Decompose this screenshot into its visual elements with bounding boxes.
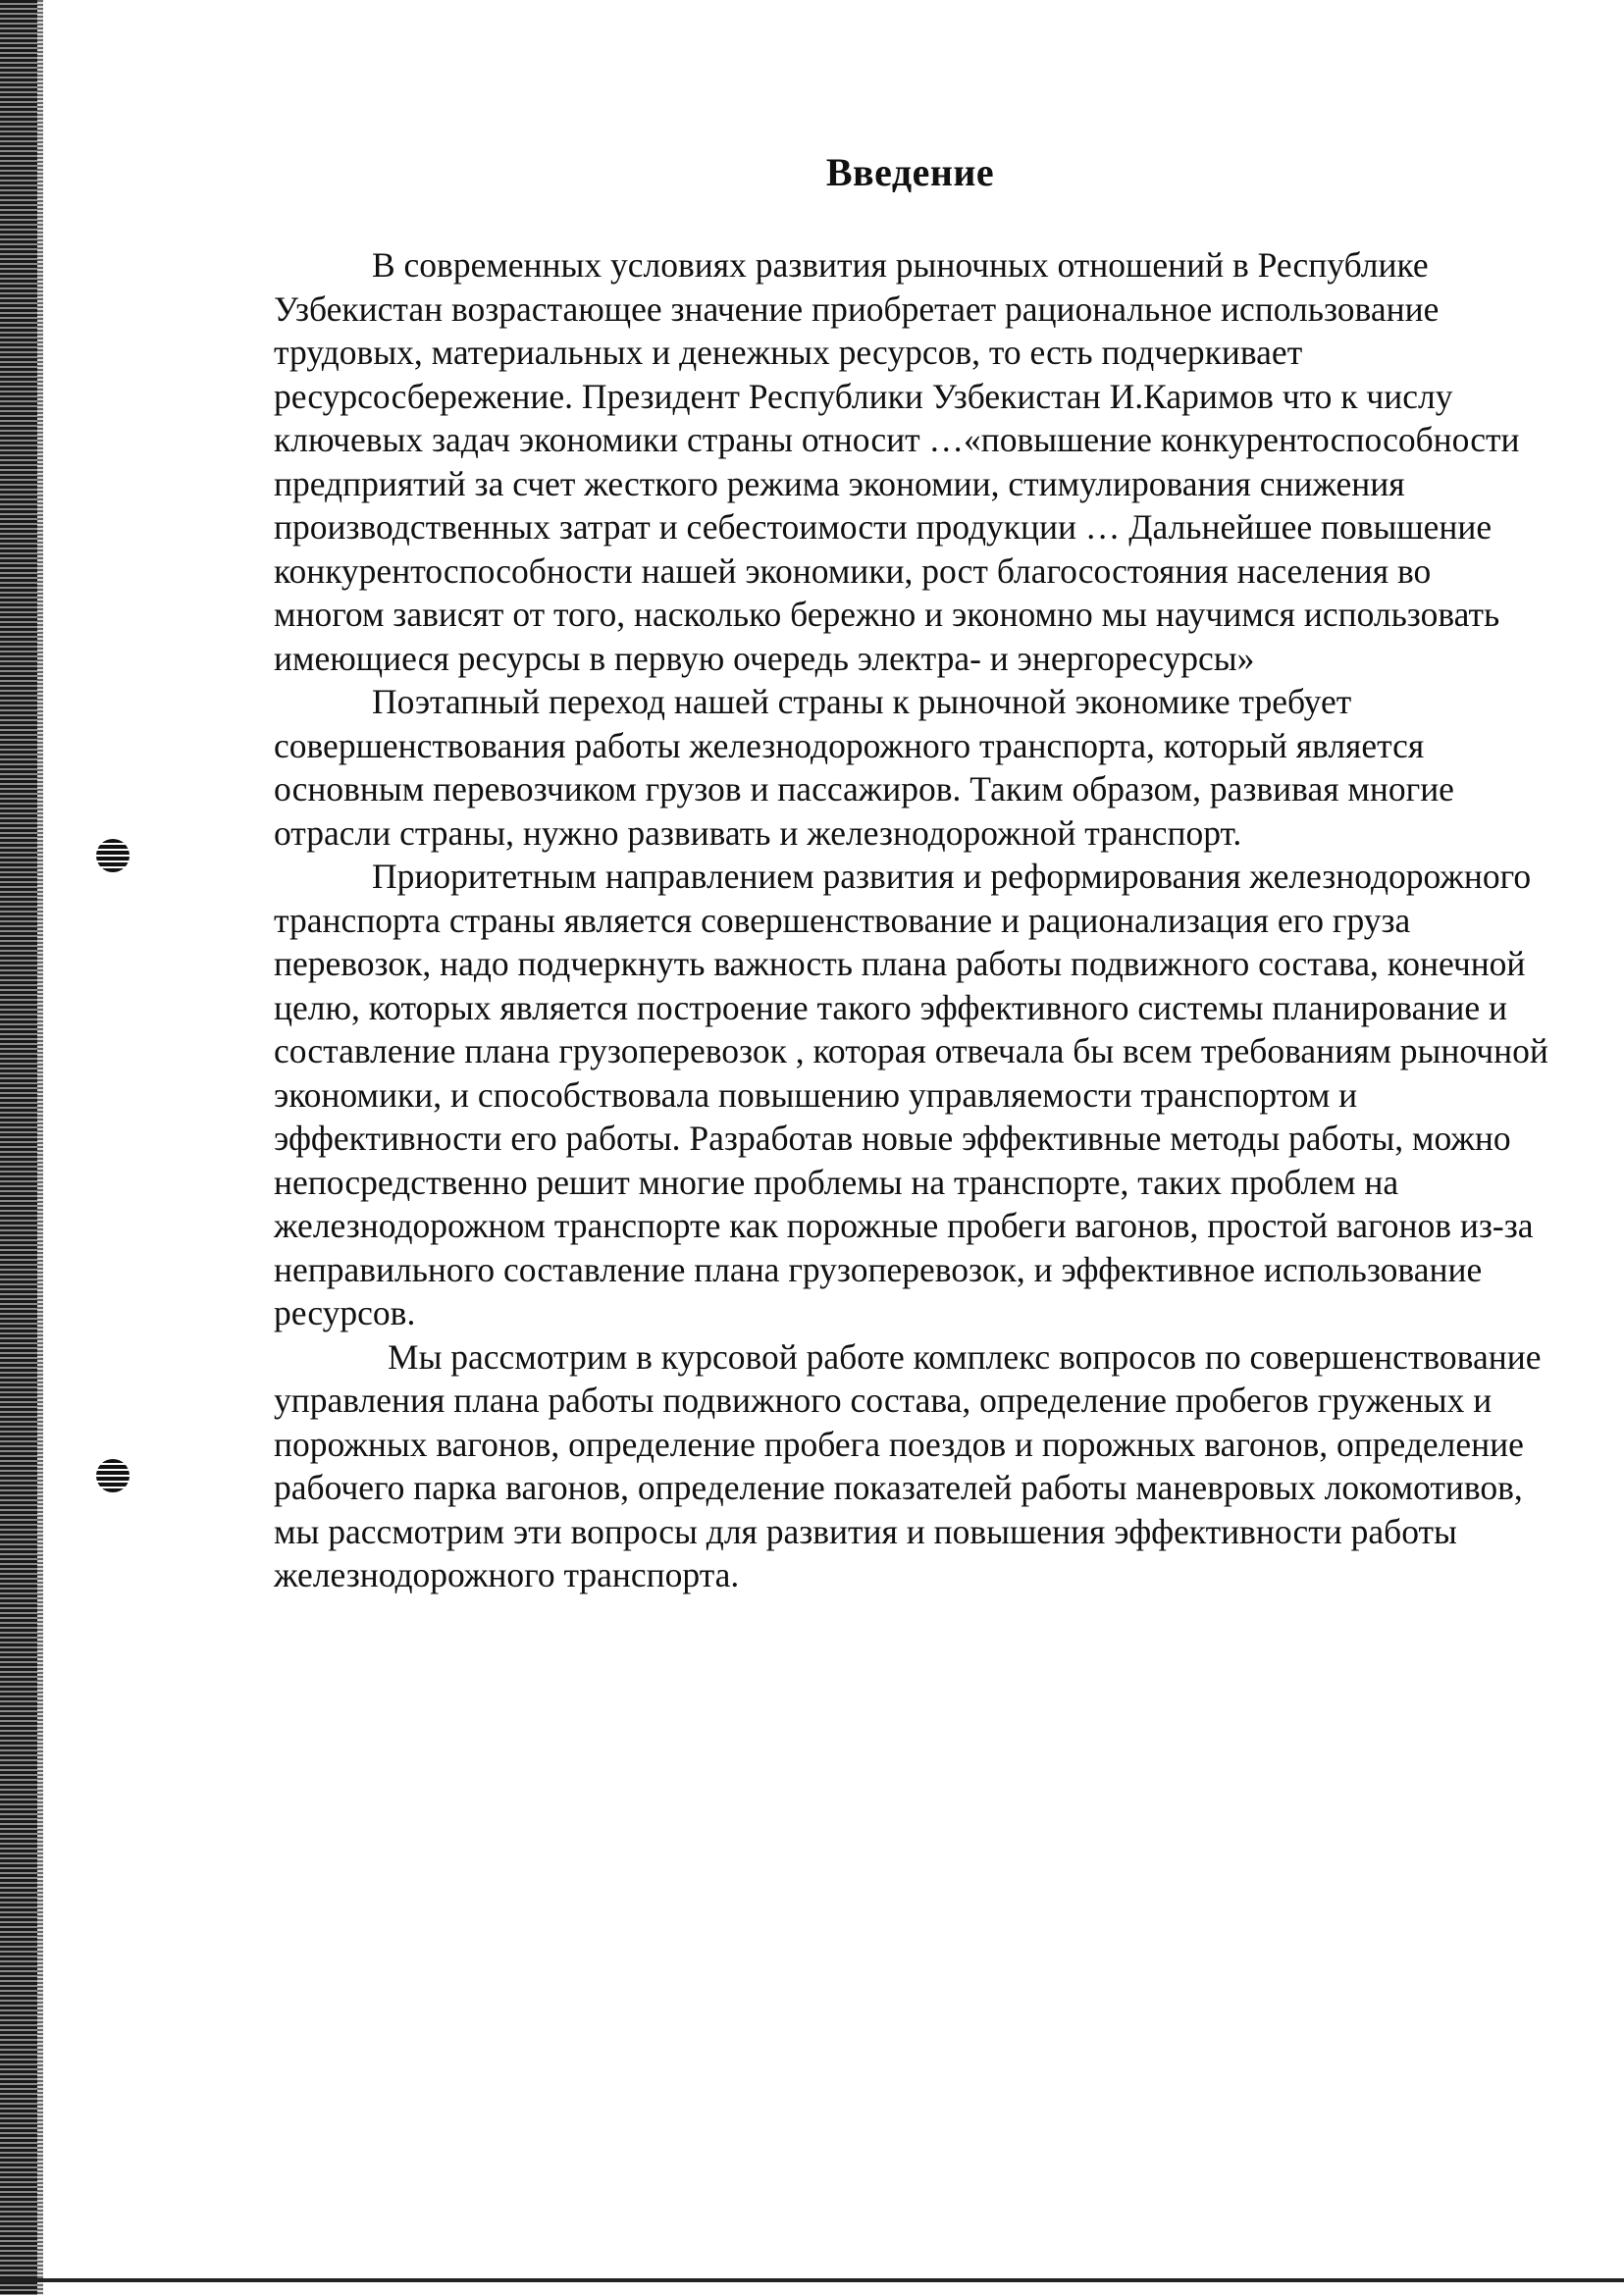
document-body (274, 243, 1549, 1597)
paragraph-coursework: Мы рассмотрим в курсовой работе комплекс вопросов по совершенствование управления плана работы подвижного состава, определение пробегов груженых и порожных вагонов, определение пробега поездов и порожных вагонов, определение рабочего парка вагонов, определение показателей работы маневровых локомотивов, мы рассмотрим эти вопросы для развития и повышения эффективности работы железнодорожного транспорта. (274, 1336, 1542, 1594)
scan-edge-strip (0, 0, 37, 2295)
scan-edge-shadow (37, 0, 43, 2295)
punch-hole-top (96, 839, 130, 872)
page-title: Введение (825, 150, 995, 194)
paragraph-priority: Приоритетным направлением развития и реформирования железнодорожного транспорта страны является совершенствование и рационализация его груза перевозок, надо подчеркнуть важность плана работы подвижного состава, конечной целю, которых является построение такого эффективного системы планирование и составление плана грузоперевозок , которая отвечала бы всем требованиям рыночной экономики, и способствовала повышению управляемости транспортом и эффективности его работы. Разработав новые эффективные методы работы, можно непосредственно решит многие проблемы на транспорте, таких проблем на железнодорожном транспорте как порожные пробеги вагонов, простой вагонов из-за неправильного составление плана грузоперевозок, и эффективное использование ресурсов. (274, 857, 1548, 1332)
scan-bottom-edge (0, 2278, 1624, 2282)
punch-hole-bottom (96, 1459, 130, 1492)
paragraph-transition: Поэтапный переход нашей страны к рыночной экономике требует совершенствования работы железнодорожного транспорта, который является основным перевозчиком грузов и пассажиров. Таким образом, развивая многие отрасли страны, нужно развивать и железнодорожной транспорт. (274, 682, 1454, 853)
paragraph-introduction: В современных условиях развития рыночных отношений в Республике Узбекистан возрастающее значение приобретает рациональное использование трудовых, материальных и денежных ресурсов, то есть подчеркивает ресурсосбережение. Президент Республики Узбекистан И.Каримов что к числу ключевых задач экономики страны относит …«повышение конкурентоспособности предприятий за счет жесткого режима экономии, стимулирования снижения производственных затрат и себестоимости продукции … Дальнейшее повышение конкурентоспособности нашей экономики, рост благосостояния населения во многом зависят от того, насколько бережно и экономно мы научимся использовать имеющиеся ресурсы в первую очередь электра- и энергоресурсы» (274, 245, 1520, 678)
